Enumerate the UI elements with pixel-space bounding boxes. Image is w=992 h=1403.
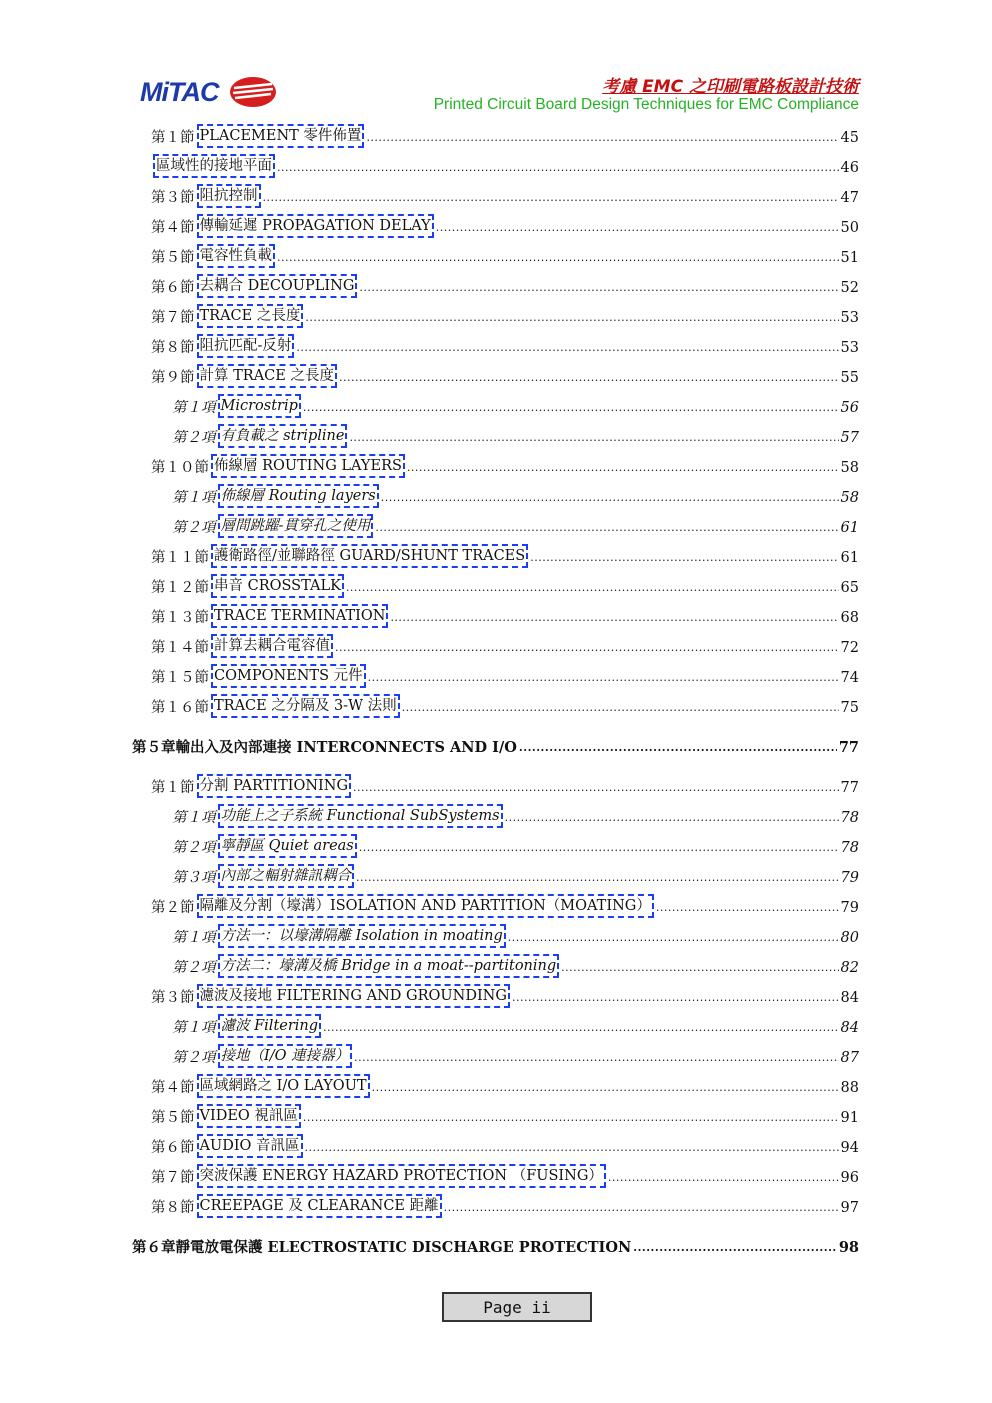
toc-chapter-row[interactable] bbox=[132, 734, 859, 758]
toc-entry-number: 第１０節 bbox=[151, 460, 209, 476]
toc-dot-leader bbox=[339, 367, 839, 388]
toc-entry-number: 第１項 bbox=[172, 400, 216, 416]
toc-entry-row[interactable] bbox=[151, 1164, 859, 1188]
toc-entry-link[interactable]: PLACEMENT 零件佈置 bbox=[197, 124, 365, 148]
toc-dot-leader bbox=[519, 737, 837, 758]
toc-entry-link[interactable]: 計算去耦合電容值 bbox=[211, 634, 333, 658]
toc-entry-row[interactable] bbox=[151, 694, 859, 718]
toc-dot-leader bbox=[323, 1017, 839, 1038]
toc-dot-leader bbox=[354, 1047, 838, 1068]
toc-entry-link[interactable]: 串音 CROSSTALK bbox=[211, 574, 344, 598]
toc-entry-link[interactable]: CREEPAGE 及 CLEARANCE 距離 bbox=[197, 1194, 442, 1218]
toc-entry-row[interactable] bbox=[151, 634, 859, 658]
toc-entry-link[interactable]: 內部之輻射雜訊耦合 bbox=[218, 864, 355, 888]
page-number-box bbox=[442, 1292, 592, 1322]
toc-entry-number: 第５節 bbox=[151, 250, 195, 266]
toc-entry-link[interactable]: 分割 PARTITIONING bbox=[197, 774, 352, 798]
toc-entry-row[interactable] bbox=[172, 1014, 859, 1038]
toc-dot-leader bbox=[366, 127, 838, 148]
toc-entry-number: 第８節 bbox=[151, 340, 195, 356]
toc-entry-number: 第１項 bbox=[172, 490, 216, 506]
toc-page-number: 61 bbox=[840, 550, 859, 566]
toc-entry-row[interactable] bbox=[151, 984, 859, 1008]
toc-entry-link[interactable]: 濾波及接地 FILTERING AND GROUNDING bbox=[197, 984, 510, 1008]
toc-entry-link[interactable]: 濾波 Filtering bbox=[218, 1014, 322, 1038]
toc-entry-number: 第２項 bbox=[172, 960, 216, 976]
toc-entry-row[interactable] bbox=[151, 1194, 859, 1218]
toc-dot-leader bbox=[608, 1167, 839, 1188]
toc-dot-leader bbox=[263, 187, 839, 208]
toc-entry-number: 第５章 bbox=[132, 739, 176, 756]
toc-entry-row[interactable] bbox=[151, 364, 859, 388]
toc-entry-row[interactable] bbox=[151, 454, 859, 478]
toc-entry-row[interactable] bbox=[151, 544, 859, 568]
toc-dot-leader bbox=[349, 427, 838, 448]
toc-entry-number: 第２項 bbox=[172, 430, 216, 446]
toc-entry-link[interactable]: COMPONENTS 元件 bbox=[211, 664, 366, 688]
toc-dot-leader bbox=[296, 337, 838, 358]
toc-entry-row[interactable] bbox=[151, 604, 859, 628]
toc-entry-number: 第６節 bbox=[151, 1140, 195, 1156]
toc-dot-leader bbox=[368, 667, 839, 688]
toc-entry-link[interactable]: 區域性的接地平面 bbox=[153, 154, 275, 178]
toc-entry-number: 第２項 bbox=[172, 520, 216, 536]
toc-entry-link[interactable]: 佈線層 ROUTING LAYERS bbox=[211, 454, 405, 478]
toc-entry-row[interactable] bbox=[172, 954, 859, 978]
toc-entry-number: 第１項 bbox=[172, 1020, 216, 1036]
toc-entry-link[interactable]: 佈線層 Routing layers bbox=[218, 484, 379, 508]
toc-entry-row[interactable] bbox=[151, 894, 859, 918]
toc-entry-row[interactable] bbox=[151, 1104, 859, 1128]
toc-dot-leader bbox=[359, 837, 839, 858]
toc-entry-number: 第１１節 bbox=[151, 550, 209, 566]
logo-mark-icon bbox=[228, 76, 278, 108]
header-title-en: Printed Circuit Board Design Techniques for EMC Compliance bbox=[433, 96, 859, 113]
toc-dot-leader bbox=[375, 517, 838, 538]
toc-page-number: 53 bbox=[840, 340, 859, 356]
toc-entry-number: 第７節 bbox=[151, 1170, 195, 1186]
toc-entry-link[interactable]: 護衛路徑/並聯路徑 GUARD/SHUNT TRACES bbox=[211, 544, 528, 568]
toc-entry-link[interactable]: 功能上之子系統 Functional SubSystems bbox=[218, 804, 503, 828]
toc-page-number: 84 bbox=[840, 1020, 859, 1036]
toc-page-number: 79 bbox=[840, 900, 859, 916]
toc-page-number: 87 bbox=[840, 1050, 859, 1066]
toc-entry-row[interactable] bbox=[172, 514, 859, 538]
toc-entry-number: 第２節 bbox=[151, 900, 195, 916]
toc-entry-link[interactable]: 傳輸延遲 PROPAGATION DELAY bbox=[197, 214, 434, 238]
toc-page-number: 65 bbox=[840, 580, 859, 596]
toc-page-number: 55 bbox=[840, 370, 859, 386]
toc-entry-row[interactable] bbox=[172, 924, 859, 948]
toc-entry-row[interactable] bbox=[151, 774, 859, 798]
toc-entry-link[interactable]: Microstrip bbox=[218, 394, 301, 418]
toc-page-number: 78 bbox=[840, 840, 859, 856]
toc-dot-leader bbox=[656, 897, 839, 918]
toc-page-number: 75 bbox=[840, 700, 859, 716]
toc-entry-row[interactable] bbox=[172, 484, 859, 508]
toc-dot-leader bbox=[633, 1237, 837, 1258]
toc-entry-link[interactable]: 方法二：壕溝及橋 Bridge in a moat--partitoning bbox=[218, 954, 560, 978]
toc-entry-link[interactable]: 阻抗控制 bbox=[197, 184, 261, 208]
toc-page-number: 74 bbox=[840, 670, 859, 686]
toc-entry-number: 第８節 bbox=[151, 1200, 195, 1216]
toc-entry-row[interactable] bbox=[151, 184, 859, 208]
toc-dot-leader bbox=[444, 1197, 839, 1218]
toc-dot-leader bbox=[303, 1107, 839, 1128]
toc-entry-number: 第３節 bbox=[151, 990, 195, 1006]
toc-dot-leader bbox=[277, 157, 839, 178]
toc-page-number: 50 bbox=[840, 220, 859, 236]
toc-entry-number: 第３項 bbox=[172, 870, 216, 886]
toc-entry-row[interactable] bbox=[172, 804, 859, 828]
toc-entry-link[interactable]: 靜電放電保護 ELECTROSTATIC DISCHARGE PROTECTION bbox=[175, 1239, 632, 1256]
toc-page-number: 45 bbox=[840, 130, 859, 146]
toc-entry-number: 第１５節 bbox=[151, 670, 209, 686]
toc-dot-leader bbox=[303, 397, 839, 418]
toc-entry-number: 第１２節 bbox=[151, 580, 209, 596]
toc-page-number: 82 bbox=[840, 960, 859, 976]
toc-entry-number: 第４節 bbox=[151, 1080, 195, 1096]
toc-entry-number: 第１項 bbox=[172, 930, 216, 946]
toc-page-number: 94 bbox=[840, 1140, 859, 1156]
toc-entry-row[interactable] bbox=[151, 1134, 859, 1158]
toc-entry-number: 第１節 bbox=[151, 780, 195, 796]
toc-dot-leader bbox=[335, 637, 839, 658]
toc-entry-link[interactable]: 有負載之 stripline bbox=[218, 424, 348, 448]
toc-entry-link[interactable]: 突波保護 ENERGY HAZARD PROTECTION （FUSING） bbox=[197, 1164, 606, 1188]
toc-entry-row[interactable] bbox=[151, 304, 859, 328]
toc-chapter-row[interactable] bbox=[132, 1234, 859, 1258]
toc-entry-link[interactable]: 層間跳躍-貫穿孔之使用 bbox=[218, 514, 374, 538]
toc-entry-link[interactable]: TRACE TERMINATION bbox=[211, 604, 388, 628]
toc-entry-number: 第１項 bbox=[172, 810, 216, 826]
toc-entry-link[interactable]: 阻抗匹配-反射 bbox=[197, 334, 295, 358]
toc-page-number: 96 bbox=[840, 1170, 859, 1186]
toc-dot-leader bbox=[512, 987, 839, 1008]
toc-dot-leader bbox=[356, 867, 839, 888]
toc-dot-leader bbox=[436, 217, 839, 238]
toc-dot-leader bbox=[505, 807, 839, 828]
toc-entry-link[interactable]: VIDEO 視訊區 bbox=[197, 1104, 301, 1128]
toc-entry-link[interactable]: 去耦合 DECOUPLING bbox=[197, 274, 358, 298]
toc-page-number: 88 bbox=[840, 1080, 859, 1096]
toc-dot-leader bbox=[277, 247, 839, 268]
toc-dot-leader bbox=[407, 457, 839, 478]
toc-entry-link[interactable]: 電容性負載 bbox=[197, 244, 276, 268]
toc-page-number: 58 bbox=[840, 460, 859, 476]
toc-entry-row[interactable] bbox=[151, 154, 859, 178]
toc-entry-number: 第５節 bbox=[151, 1110, 195, 1126]
toc-entry-number: 第２項 bbox=[172, 1050, 216, 1066]
toc-page-number: 47 bbox=[840, 190, 859, 206]
toc-page-number: 61 bbox=[840, 520, 859, 536]
toc-entry-row[interactable] bbox=[151, 124, 859, 148]
toc-entry-number: 第２項 bbox=[172, 840, 216, 856]
toc-entry-number: 第４節 bbox=[151, 220, 195, 236]
toc-entry-row[interactable] bbox=[151, 334, 859, 358]
toc-entry-link[interactable]: 區域網路之 I/O LAYOUT bbox=[197, 1074, 370, 1098]
toc-entry-link[interactable]: 隔離及分割（壕溝）ISOLATION AND PARTITION（MOATING） bbox=[197, 894, 654, 918]
toc-entry-link[interactable]: 接地（I/O 連接器） bbox=[218, 1044, 353, 1068]
toc-entry-number: 第７節 bbox=[151, 310, 195, 326]
toc-entry-link[interactable]: TRACE 之分隔及 3-W 法則 bbox=[211, 694, 400, 718]
toc-entry-row[interactable] bbox=[151, 214, 859, 238]
company-logo bbox=[140, 76, 278, 108]
toc-entry-row[interactable] bbox=[172, 864, 859, 888]
toc-dot-leader bbox=[390, 607, 838, 628]
toc-entry-link[interactable]: 方法一：以壕溝隔離 Isolation in moating bbox=[218, 924, 506, 948]
toc-page-number: 78 bbox=[840, 810, 859, 826]
toc-page-number: 77 bbox=[838, 739, 859, 756]
toc-dot-leader bbox=[508, 927, 839, 948]
toc-dot-leader bbox=[372, 1077, 839, 1098]
toc-entry-number: 第６章 bbox=[132, 1239, 176, 1256]
toc-entry-row[interactable] bbox=[172, 834, 859, 858]
toc-entry-number: 第１６節 bbox=[151, 700, 209, 716]
toc-dot-leader bbox=[561, 957, 838, 978]
toc-page-number: 79 bbox=[840, 870, 859, 886]
toc-dot-leader bbox=[359, 277, 838, 298]
page-number: Page ii bbox=[483, 1297, 551, 1317]
toc-entry-row[interactable] bbox=[151, 244, 859, 268]
toc-page-number: 97 bbox=[840, 1200, 859, 1216]
toc-dot-leader bbox=[353, 777, 839, 798]
logo-text: MiTAC bbox=[140, 76, 219, 107]
toc-entry-row[interactable] bbox=[151, 574, 859, 598]
header-title-zh: 考慮 EMC 之印刷電路板設計技術 bbox=[602, 77, 859, 97]
toc-entry-number: 第１３節 bbox=[151, 610, 209, 626]
toc-page-number: 56 bbox=[840, 400, 859, 416]
toc-entry-number: 第６節 bbox=[151, 280, 195, 296]
toc-dot-leader bbox=[305, 307, 838, 328]
toc-page-number: 68 bbox=[840, 610, 859, 626]
toc-entry-row[interactable] bbox=[151, 1074, 859, 1098]
toc-page-number: 51 bbox=[840, 250, 859, 266]
toc-entry-link[interactable]: TRACE 之長度 bbox=[197, 304, 304, 328]
toc-entry-row[interactable] bbox=[151, 274, 859, 298]
toc-page-number: 98 bbox=[838, 1239, 859, 1256]
toc-page-number: 52 bbox=[840, 280, 859, 296]
toc-page-number: 46 bbox=[840, 160, 859, 176]
toc-entry-number: 第１４節 bbox=[151, 640, 209, 656]
toc-page-number: 91 bbox=[840, 1110, 859, 1126]
toc-dot-leader bbox=[381, 487, 839, 508]
toc-entry-number: 第３節 bbox=[151, 190, 195, 206]
toc-entry-link[interactable]: 輸出入及內部連接 INTERCONNECTS AND I/O bbox=[175, 739, 517, 756]
toc-entry-link[interactable]: AUDIO 音訊區 bbox=[197, 1134, 303, 1158]
toc-entry-link[interactable]: 計算 TRACE 之長度 bbox=[197, 364, 337, 388]
toc-dot-leader bbox=[402, 697, 839, 718]
toc-dot-leader bbox=[305, 1137, 839, 1158]
toc-page-number: 72 bbox=[840, 640, 859, 656]
toc-entry-link[interactable]: 寧靜區 Quiet areas bbox=[218, 834, 357, 858]
toc-entry-number: 第１節 bbox=[151, 130, 195, 146]
toc-page-number: 57 bbox=[840, 430, 859, 446]
toc-dot-leader bbox=[530, 547, 838, 568]
toc-entry-row[interactable] bbox=[172, 394, 859, 418]
toc-page-number: 77 bbox=[840, 780, 859, 796]
toc-page-number: 53 bbox=[840, 310, 859, 326]
toc-entry-row[interactable] bbox=[151, 664, 859, 688]
toc-page-number: 84 bbox=[840, 990, 859, 1006]
toc-entry-row[interactable] bbox=[172, 1044, 859, 1068]
toc-page-number: 58 bbox=[840, 490, 859, 506]
toc-entry-number: 第９節 bbox=[151, 370, 195, 386]
toc-dot-leader bbox=[346, 577, 839, 598]
toc-entry-row[interactable] bbox=[172, 424, 859, 448]
toc-page-number: 80 bbox=[840, 930, 859, 946]
